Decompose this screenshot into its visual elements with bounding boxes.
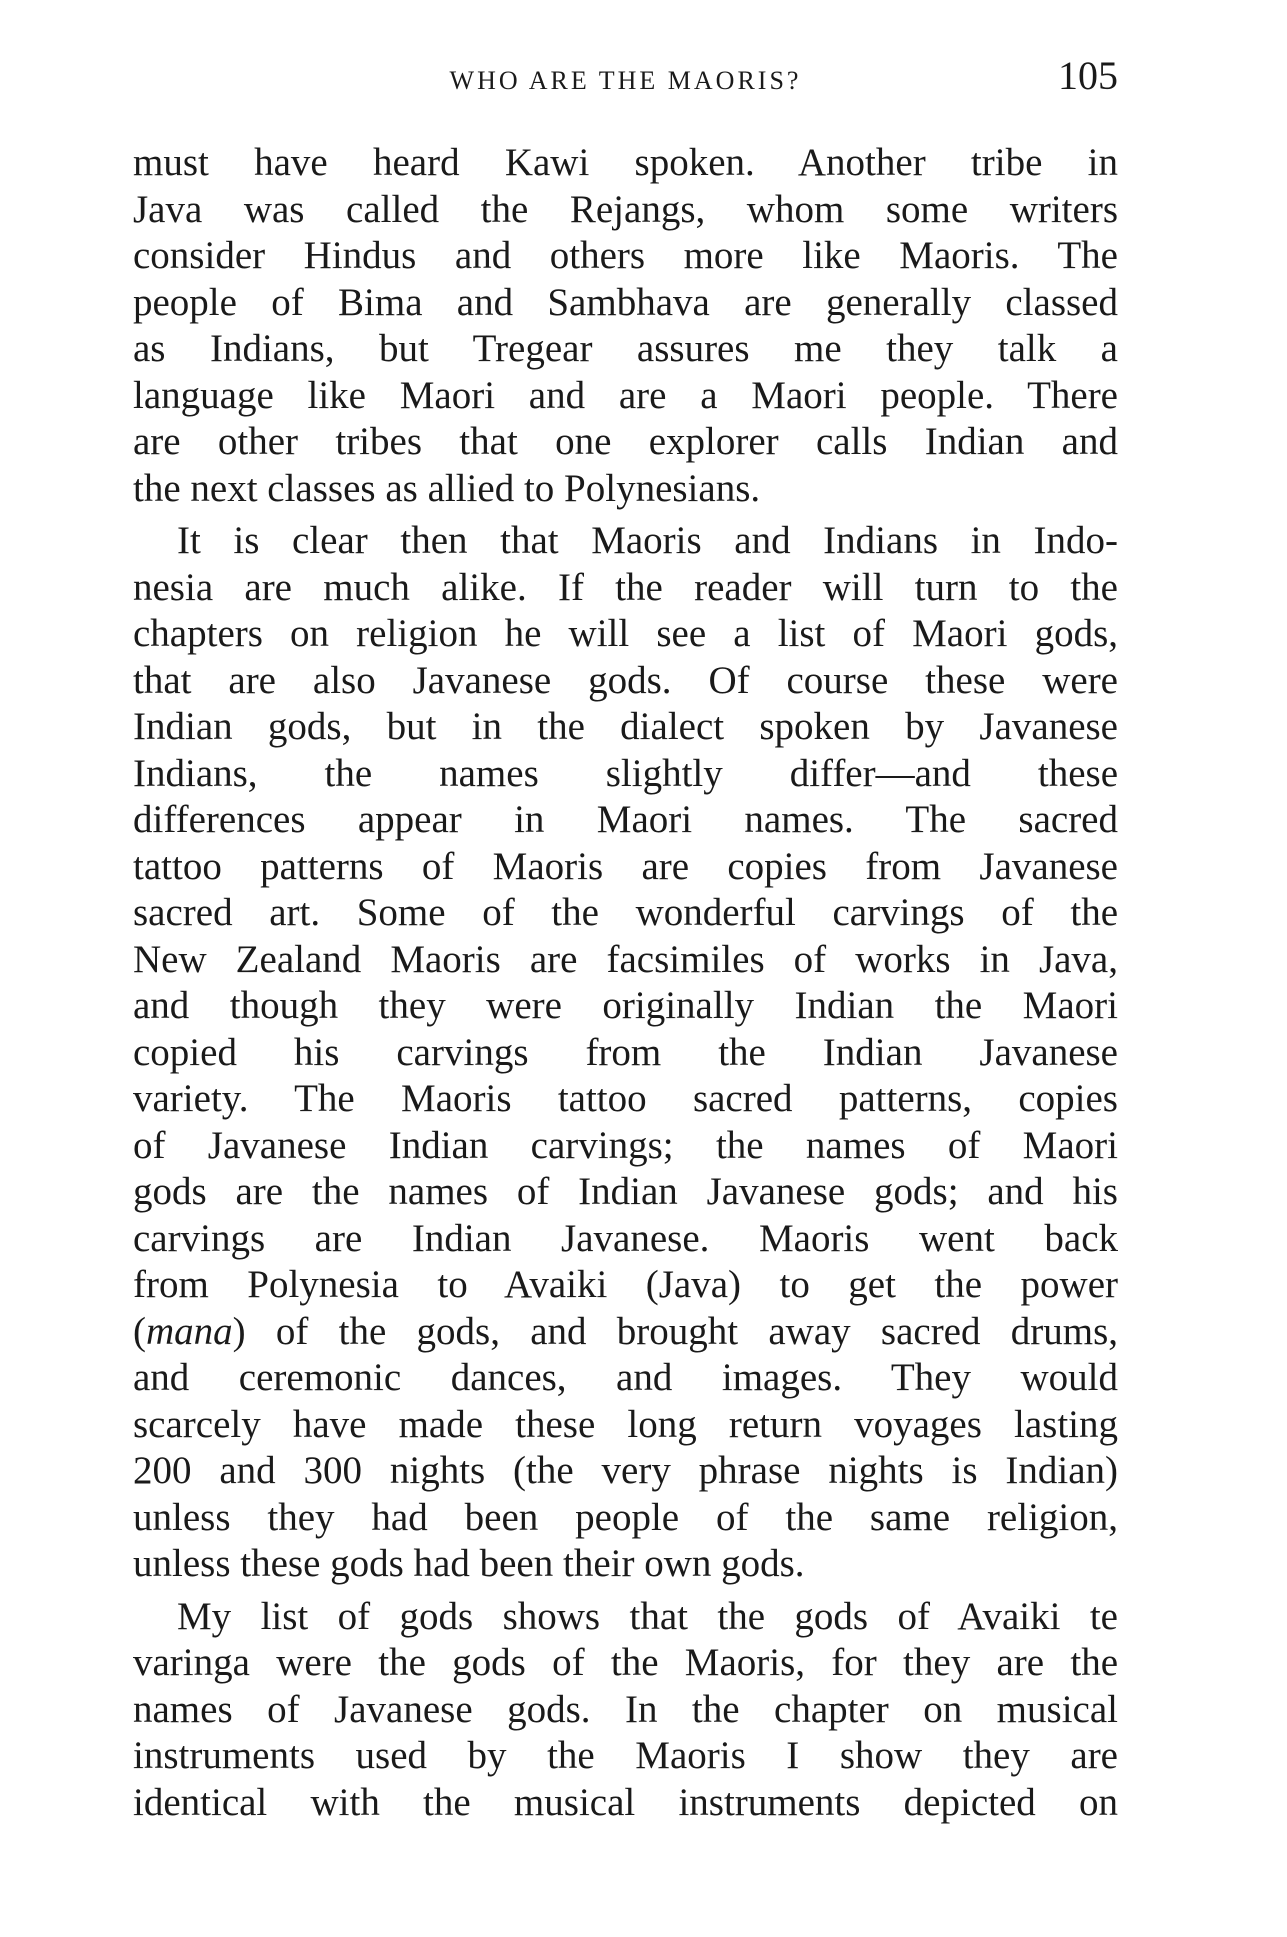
text-line: Indians, the names slightly differ—and these [133,751,1118,795]
text-line: must have heard Kawi spoken. Another tribe in [133,141,1118,184]
text-line: copied his carvings from the Indian Javanese [133,1030,1118,1074]
text-line: unless these gods had been their own gods. [133,1542,805,1585]
body-text [133,140,1118,1826]
text-line: unless they had been people of the same religion, [133,1495,1118,1539]
text-line: are other tribes that one explorer calls Indian and [133,420,1118,463]
text-line-rest: of the gods, and brought away sacred drums, [275,1309,1118,1353]
text-line: variety. The Maoris tattoo sacred patterns, copies [133,1077,1118,1120]
text-line: identical with the musical instruments depicted on [133,1780,1118,1824]
text-line: varinga were the gods of the Maoris, for they are the [133,1641,1118,1684]
text-line: carvings are Indian Javanese. Maoris went back [133,1216,1118,1260]
text-line: scarcely have made these long return voyages lasting [133,1402,1118,1446]
text-line-with-italic: (mana) of the gods, and brought away sacred drums, [133,1309,1118,1353]
text-line: Java was called the Rejangs, whom some writers [133,187,1118,231]
text-line: that are also Javanese gods. Of course these were [133,658,1118,702]
text-line: 200 and 300 nights (the very phrase nights is Indian) [133,1449,1118,1492]
text-line: and though they were originally Indian the Maori [133,984,1118,1027]
text-line: My list of gods shows that the gods of Avaiki te [177,1594,1118,1638]
text-line: It is clear then that Maoris and Indians in Indo- [177,519,1118,562]
italic-term: mana [146,1309,233,1353]
text-line: as Indians, but Tregear assures me they talk a [133,327,1118,370]
text-line: consider Hindus and others more like Maoris. The [133,234,1118,277]
text-line: people of Bima and Sambhava are generally classed [133,280,1118,324]
page-number: 105 [1058,53,1118,98]
running-title: WHO ARE THE MAORIS? [449,66,802,95]
text-line: gods are the names of Indian Javanese gods; and his [133,1170,1118,1213]
running-head [133,52,1118,112]
text-line: tattoo patterns of Maoris are copies from Javanese [133,844,1118,888]
text-line: and ceremonic dances, and images. They would [133,1356,1118,1399]
text-line: Indian gods, but in the dialect spoken by Javanese [133,705,1118,748]
text-line: differences appear in Maori names. The sacred [133,798,1118,841]
text-line: nesia are much alike. If the reader will turn to the [133,565,1118,609]
text-line: the next classes as allied to Polynesians. [133,466,761,510]
text-line: from Polynesia to Avaiki (Java) to get the power [133,1263,1118,1306]
text-line: of Javanese Indian carvings; the names of Maori [133,1123,1118,1167]
text-line: New Zealand Maoris are facsimiles of works in Java, [133,937,1118,981]
text-line: names of Javanese gods. In the chapter on musical [133,1687,1118,1731]
text-line: chapters on religion he will see a list of Maori gods, [133,612,1118,655]
text-line: sacred art. Some of the wonderful carvings of the [133,891,1118,934]
text-line: instruments used by the Maoris I show they are [133,1734,1118,1777]
text-line: language like Maori and are a Maori people. There [133,373,1118,417]
